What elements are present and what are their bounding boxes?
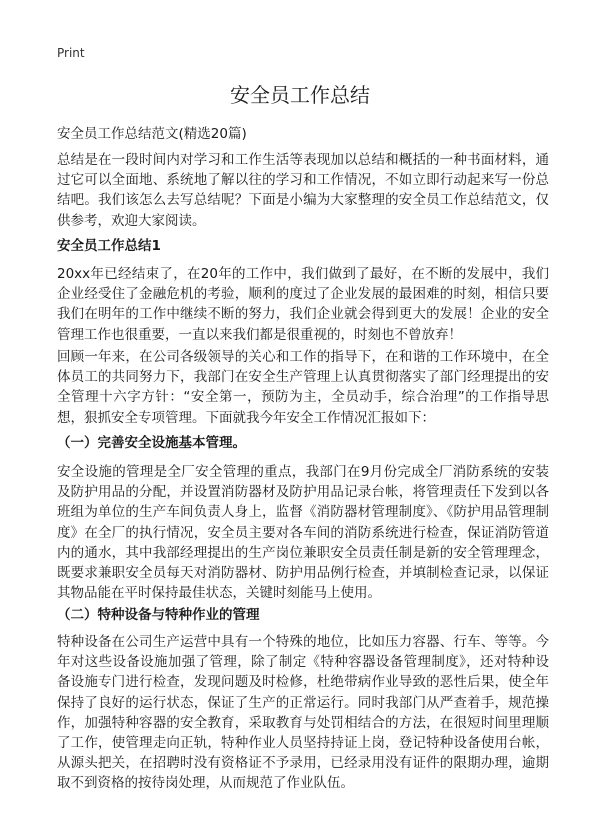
subsection-paragraph-1: 安全设施的管理是全厂安全管理的重点，我部门在9月份完成全厂消防系统的安装及防护用品的分配，并设置消防器材及防护用品记录台帐，将管理责任下发到以各班组为单位的生产车间负责人身上，监督《消防器材管理制度》、《防护用品管理制度》在全厂的执行情况，安全员主要对各车间的消防系统进行检查，保证消防管道内的通水，其中我部经理提出的生产岗位兼职安全员责任制是新的安全管理理念，既要求兼职安全员每天对消防器材、防护用品例行检查，并填制检查记录，以保证其物品能在平时保持最佳状态，关键时刻能马上使用。 xyxy=(57,464,549,602)
document-title: 安全员工作总结 xyxy=(230,83,370,107)
subsection-heading-2: （二）特种设备与特种作业的管理 xyxy=(57,607,260,623)
section1-paragraph-1: 20xx年已经结束了，在20年的工作中，我们做到了最好，在不断的发展中，我们企业经受住了金融危机的考验，顺利的度过了企业发展的最困难的时刻，相信只要我们在明年的工作中继续不断的努力，我们企业就会得到更大的发展！企业的安全管理工作也很重要，一直以来我们都是很重视的，时刻也不曾放弃！ xyxy=(57,266,549,343)
subsection-paragraph-2: 特种设备在公司生产运营中具有一个特殊的地位，比如压力容器、行车、等等。今年对这些设备设施加强了管理，除了制定《特种容器设备管理制度》，还对特种设备设施专门进行检查，发现问题及时检修，杜绝带病作业导致的恶性后果，使全年保持了良好的运行状态，保证了生产的正常运行。同时我部门从严查着手，规范操作，加强特种容器的安全教育，采取教育与处罚相结合的方法，在很短时间里理顺了工作，使管理走向正轨，特种作业人员坚持持证上岗，登记特种设备使用台帐，从源头把关，在招聘时没有资格证不予录用，已经录用没有证件的限期办理，逾期取不到资格的按待岗处理，从而规范了作业队伍。 xyxy=(57,634,549,792)
document-subtitle: 安全员工作总结范文(精选20篇) xyxy=(57,126,247,142)
section-heading: 安全员工作总结1 xyxy=(57,238,161,254)
print-label[interactable]: Print xyxy=(57,46,85,60)
section1-paragraph-2: 回顾一年来，在公司各级领导的关心和工作的指导下，在和谐的工作环境中，在全体员工的共同努力下，我部门在安全生产管理上认真贯彻落实了部门经理提出的安全管理十六字方针：“安全第一，预防为主，全员动手，综合治理”的工作指导思想，狠抓安全专项管理。下面就我今年安全工作情况汇报如下： xyxy=(57,349,549,426)
subsection-heading-1: （一）完善安全设施基本管理。 xyxy=(57,435,246,451)
intro-paragraph: 总结是在一段时间内对学习和工作生活等表现加以总结和概括的一种书面材料，通过它可以全面地、系统地了解以往的学习和工作情况，不如立即行动起来写一份总结吧。我们该怎么去写总结呢？下面是小编为大家整理的安全员工作总结范文，仅供参考，欢迎大家阅读。 xyxy=(57,152,549,229)
